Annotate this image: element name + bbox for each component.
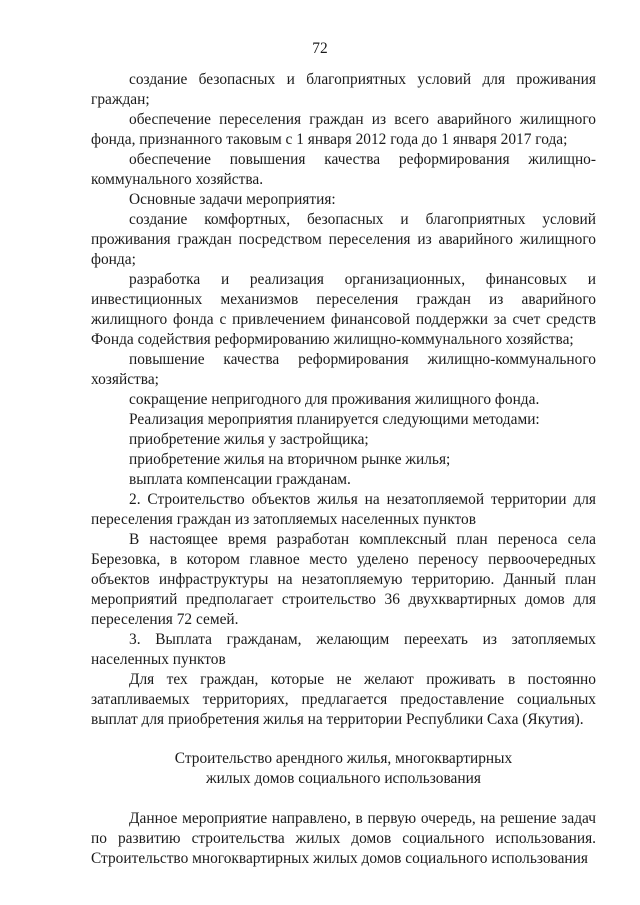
document-body [91, 70, 596, 869]
list-item: приобретение жилья у застройщика; [129, 431, 369, 448]
paragraph: В настоящее время разработан комплексный план переноса села Березовка, в котором главное место уделено переносу первоочередных объектов инфраструктуры на незатопляемую территорию. Данный план мероприятий предполагает строительство 36 двухквартирных домов для переселения 72 семей. [91, 531, 596, 628]
list-item: выплата компенсации гражданам. [129, 471, 351, 488]
paragraph: повышение качества реформирования жилищно-коммунального хозяйства; [91, 351, 596, 388]
page-number: 72 [312, 40, 328, 57]
paragraph: сокращение непригодного для проживания жилищного фонда. [129, 391, 540, 408]
paragraph: создание комфортных, безопасных и благоприятных условий проживания граждан посредством переселения из аварийного жилищного фонда; [91, 211, 596, 268]
paragraph: обеспечение повышения качества реформирования жилищно-коммунального хозяйства. [91, 151, 596, 188]
list-item: приобретение жилья на вторичном рынке жилья; [129, 451, 451, 468]
section-heading-line: жилых домов социального использования [206, 770, 481, 787]
numbered-item-heading: 3. Выплата гражданам, желающим переехать из затопляемых населенных пунктов [91, 631, 596, 668]
paragraph: разработка и реализация организационных, финансовых и инвестиционных механизмов переселения граждан из аварийного жилищного фонда с привлечением финансовой поддержки за счет средств Фонда содействия реформированию жилищно-коммунального хозяйства; [91, 271, 596, 348]
paragraph: обеспечение переселения граждан из всего аварийного жилищного фонда, признанного таковым с 1 января 2012 года до 1 января 2017 года; [91, 111, 596, 148]
paragraph: создание безопасных и благоприятных условий для проживания граждан; [91, 71, 596, 108]
paragraph: Данное мероприятие направлено, в первую очередь, на решение задач по развитию строительства жилых домов социального использования. Строительство многоквартирных жилых домов социального использования [91, 810, 596, 867]
paragraph: Для тех граждан, которые не желают проживать в постоянно затапливаемых территориях, предлагается предоставление социальных выплат для приобретения жилья на территории Республики Саха (Якутия). [91, 671, 596, 728]
numbered-item-heading: 2. Строительство объектов жилья на незатопляемой территории для переселения граждан из затопляемых населенных пунктов [91, 491, 596, 528]
section-heading [91, 749, 596, 789]
section-heading-line: Строительство арендного жилья, многоквартирных [174, 750, 513, 767]
paragraph: Реализация мероприятия планируется следующими методами: [129, 411, 540, 428]
paragraph: Основные задачи мероприятия: [129, 191, 336, 208]
